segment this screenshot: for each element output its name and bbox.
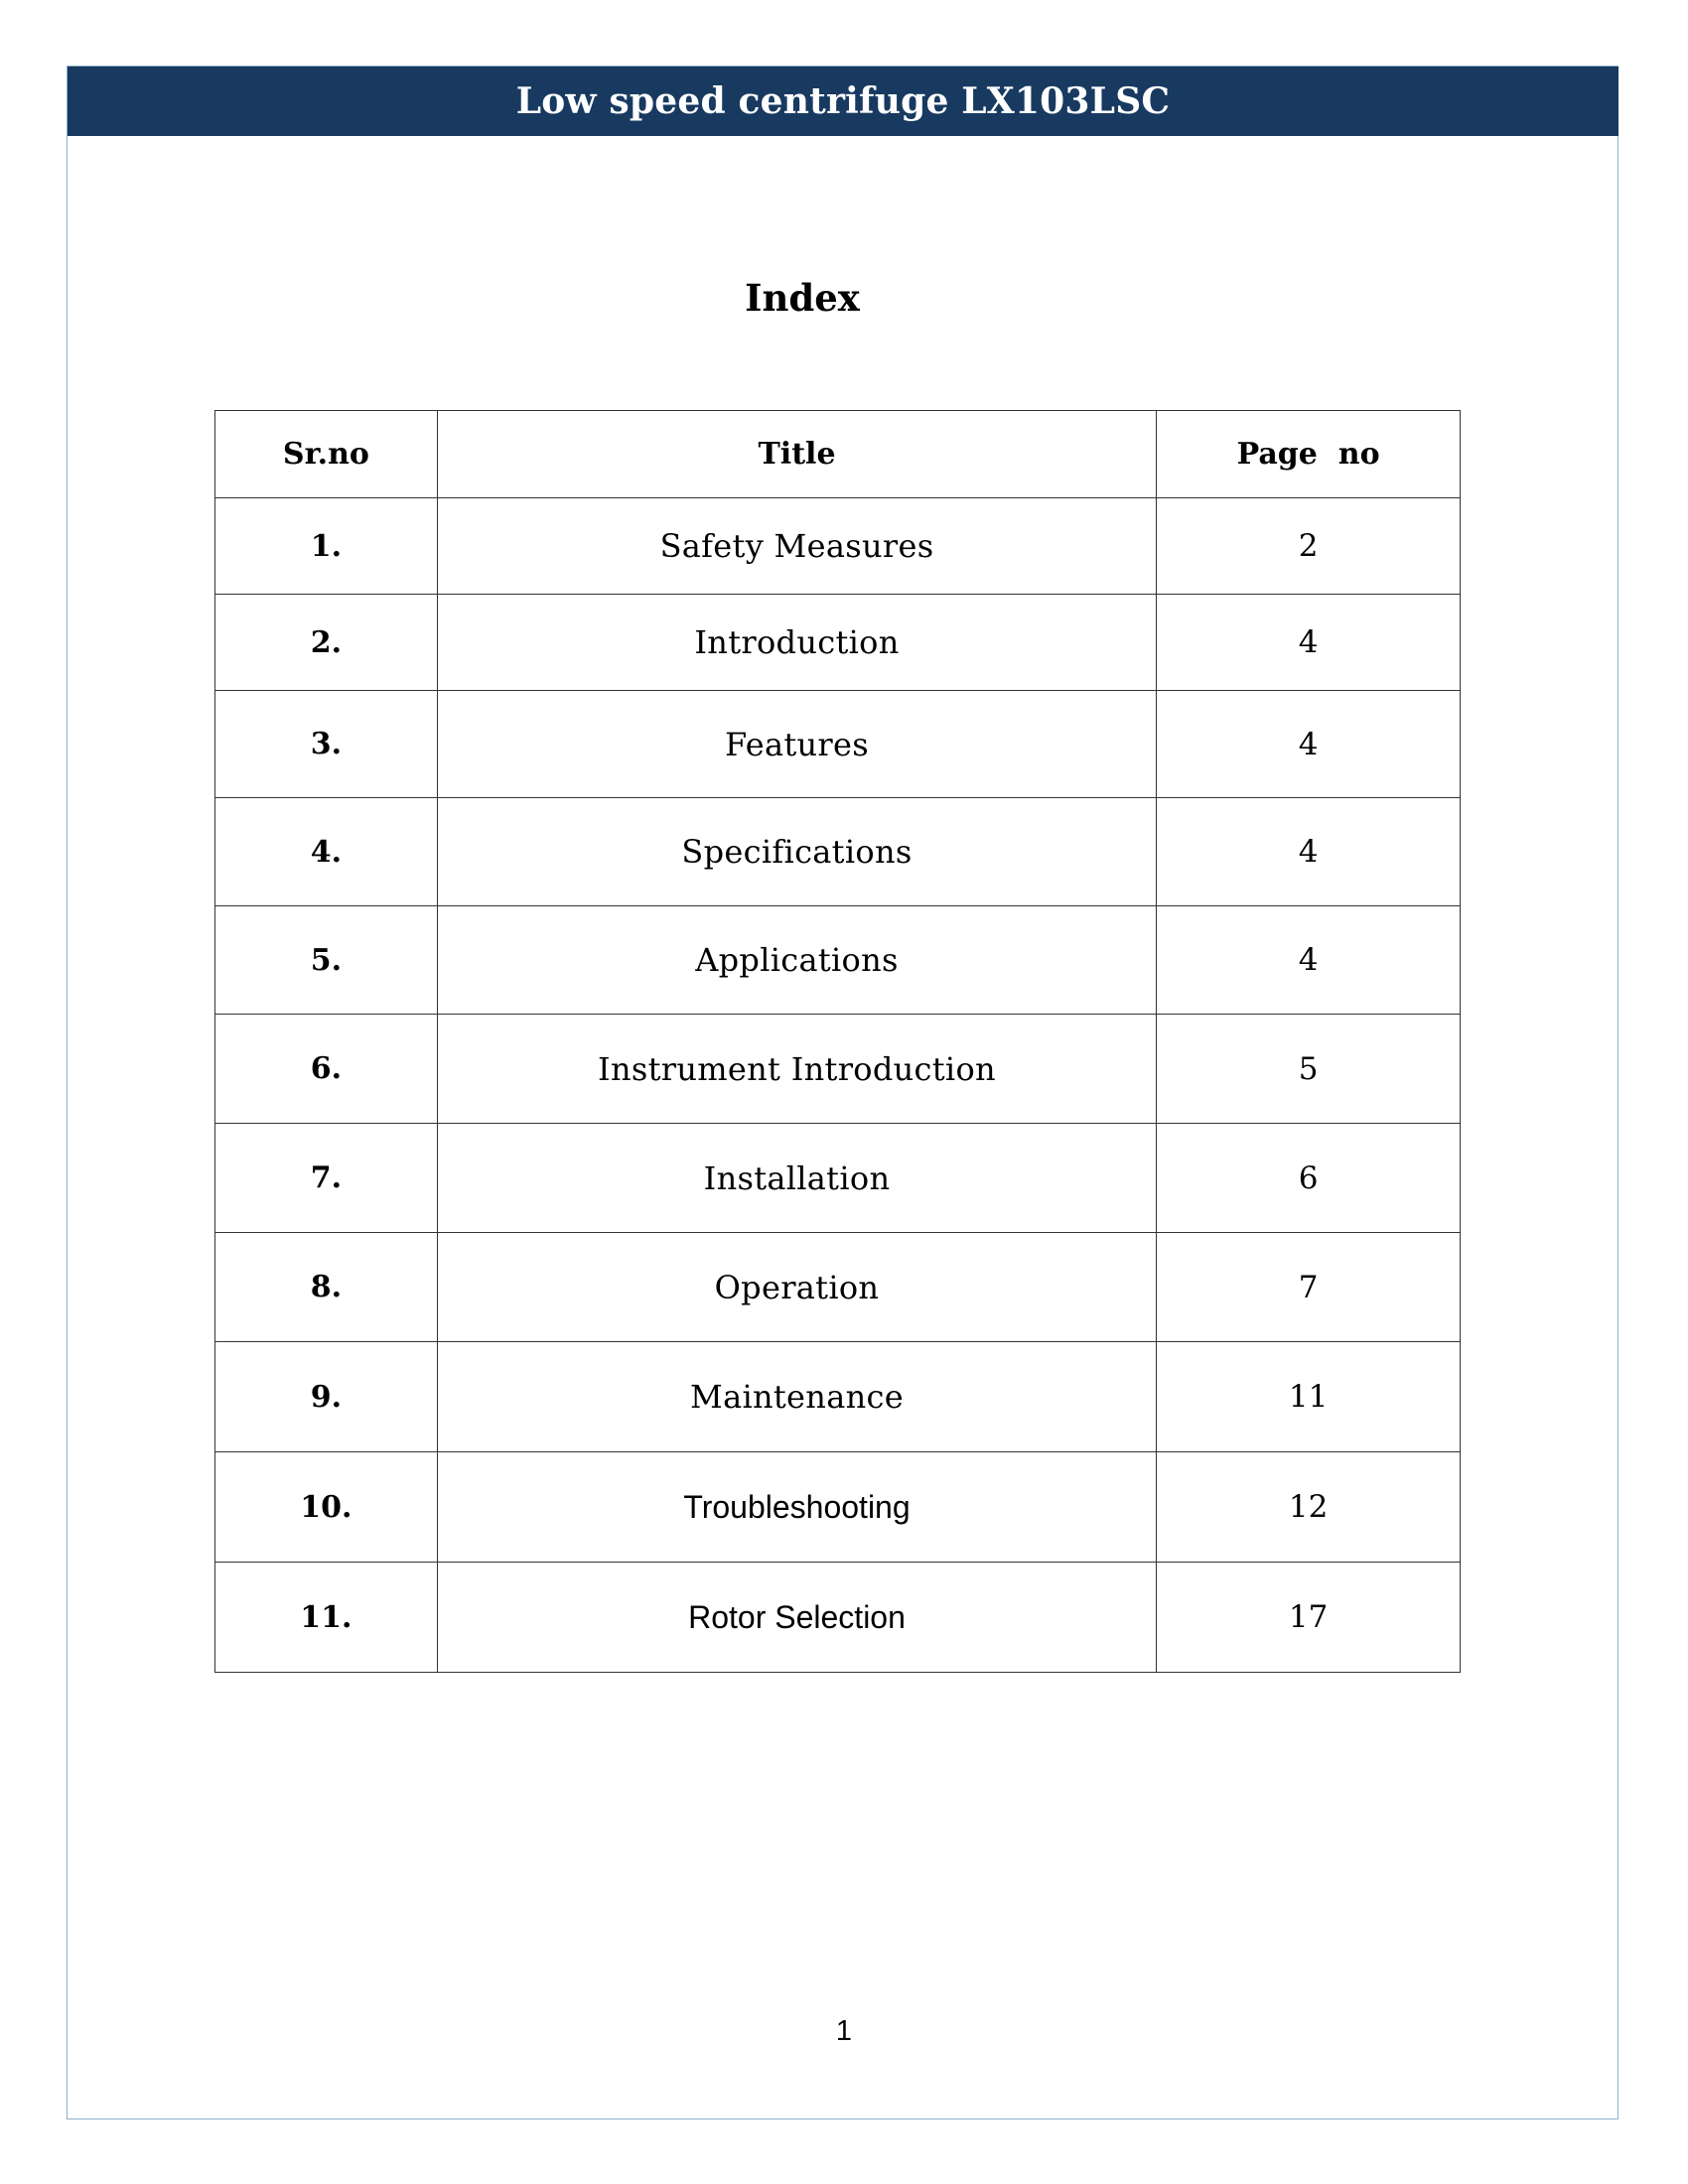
table-row bbox=[215, 1124, 1461, 1233]
column-header-title: Title bbox=[437, 411, 1156, 498]
row-sr-no: 10. bbox=[215, 1452, 438, 1563]
index-heading: Index bbox=[745, 276, 860, 320]
row-page-no: 4 bbox=[1157, 906, 1461, 1015]
column-header-sr-no: Sr.no bbox=[215, 411, 438, 498]
row-page-no: 11 bbox=[1157, 1342, 1461, 1452]
table-row bbox=[215, 798, 1461, 906]
row-page-no: 4 bbox=[1157, 798, 1461, 906]
row-title: Introduction bbox=[437, 595, 1156, 691]
row-page-no: 4 bbox=[1157, 691, 1461, 798]
page-number: 1 bbox=[835, 2015, 853, 2047]
row-page-no: 6 bbox=[1157, 1124, 1461, 1233]
row-sr-no: 7. bbox=[215, 1124, 438, 1233]
row-title: Rotor Selection bbox=[437, 1563, 1156, 1673]
row-sr-no: 9. bbox=[215, 1342, 438, 1452]
row-page-no: 2 bbox=[1157, 498, 1461, 595]
row-page-no: 7 bbox=[1157, 1233, 1461, 1342]
table-row bbox=[215, 691, 1461, 798]
row-sr-no: 4. bbox=[215, 798, 438, 906]
row-title: Maintenance bbox=[437, 1342, 1156, 1452]
row-sr-no: 2. bbox=[215, 595, 438, 691]
row-title: Operation bbox=[437, 1233, 1156, 1342]
row-title: Features bbox=[437, 691, 1156, 798]
row-title: Specifications bbox=[437, 798, 1156, 906]
row-sr-no: 3. bbox=[215, 691, 438, 798]
row-title: Troubleshooting bbox=[437, 1452, 1156, 1563]
column-header-page-no: Page no bbox=[1157, 411, 1461, 498]
table-row bbox=[215, 498, 1461, 595]
row-page-no: 17 bbox=[1157, 1563, 1461, 1673]
table-row bbox=[215, 1015, 1461, 1124]
table-row bbox=[215, 1342, 1461, 1452]
row-title: Instrument Introduction bbox=[437, 1015, 1156, 1124]
row-title: Safety Measures bbox=[437, 498, 1156, 595]
row-sr-no: 11. bbox=[215, 1563, 438, 1673]
table-row bbox=[215, 595, 1461, 691]
table-row bbox=[215, 1233, 1461, 1342]
row-sr-no: 8. bbox=[215, 1233, 438, 1342]
table-header-row bbox=[215, 411, 1461, 498]
row-page-no: 4 bbox=[1157, 595, 1461, 691]
row-sr-no: 5. bbox=[215, 906, 438, 1015]
row-sr-no: 1. bbox=[215, 498, 438, 595]
row-title: Applications bbox=[437, 906, 1156, 1015]
row-page-no: 5 bbox=[1157, 1015, 1461, 1124]
table-row bbox=[215, 906, 1461, 1015]
document-title: Low speed centrifuge LX103LSC bbox=[515, 80, 1171, 122]
table-row bbox=[215, 1452, 1461, 1563]
row-sr-no: 6. bbox=[215, 1015, 438, 1124]
row-page-no: 12 bbox=[1157, 1452, 1461, 1563]
row-title: Installation bbox=[437, 1124, 1156, 1233]
table-row bbox=[215, 1563, 1461, 1673]
header-band bbox=[68, 67, 1618, 136]
index-table bbox=[214, 410, 1461, 1673]
